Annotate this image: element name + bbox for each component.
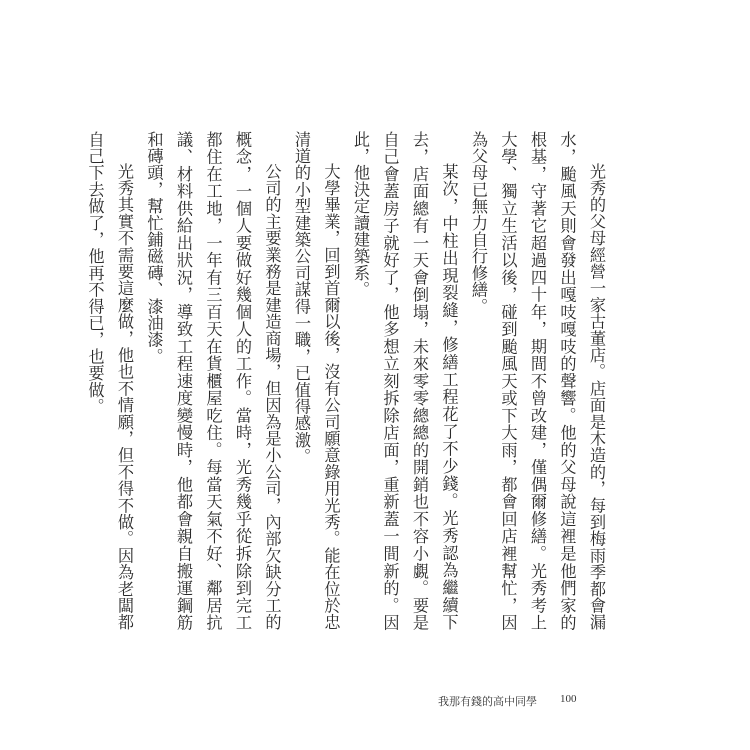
paragraph-3: 大學畢業，回到首爾以後，沒有公司願意錄用光秀。能在位於忠清道的小型建築公司謀得一職，已值得感激。 <box>292 131 341 631</box>
paragraph-4: 公司的主要業務是建造商場，但因為是小公司，內部欠缺分工的概念，一個人要做好幾個人的工作。當時，光秀幾乎從拆除到完工都住在工地，一年有三百天在貨櫃屋吃住。每當天氣不好、鄰居抗議、材料供給出狀況，導致工程速度變慢時，他都會親自搬運鋼筋和磚頭，幫忙鋪磁磚、漆油漆。 <box>144 131 282 631</box>
paragraph-1: 光秀的父母經營一家古董店。店面是木造的，每到梅雨季都會漏水，颱風天則會發出嘎吱嘎吱的聲響。他的父母說這裡是他們家的根基，守著它超過四十年，期間不曾改建，僅偶爾修繕。光秀考上大學、獨立生活以後，碰到颱風天或下大雨，都會回店裡幫忙，因為父母已無力自行修繕。 <box>469 131 606 631</box>
running-title: 我那有錢的高中同學 <box>438 695 537 708</box>
body-text <box>80 131 611 631</box>
paragraph-5: 光秀其實不需要這麼做，他也不情願，但不得不做。因為老闆都自己下去做了，他再不得已，也要做。 <box>85 131 134 631</box>
paragraph-2: 某次，中柱出現裂縫，修繕工程花了不少錢。光秀認為繼續下去，店面總有一天會倒塌，未來零零總總的開銷也不容小覷。要是自己會蓋房子就好了，他多想立刻拆除店面，重新蓋一間新的。因此，他決定讀建築系。 <box>351 131 459 631</box>
page-number: 100 <box>560 693 577 705</box>
